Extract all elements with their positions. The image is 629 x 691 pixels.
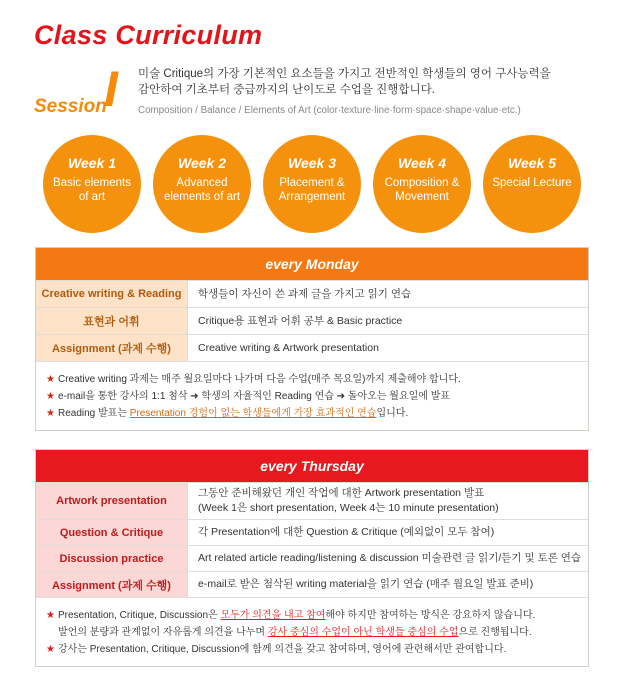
week-topic: Advanced elements of art: [163, 177, 241, 203]
row-label: 표현과 어휘: [36, 308, 188, 334]
note-text: 으로 진행됩니다.: [458, 627, 532, 638]
row-value: e-mail로 받은 첨삭된 writing material을 읽기 연습 (매주 월요일 발표 준비): [198, 578, 534, 590]
page-title: Class Curriculum: [34, 20, 263, 50]
week-title: Week 5: [508, 155, 556, 171]
session-description: [138, 66, 608, 98]
row-label: Creative writing & Reading: [36, 281, 188, 307]
star-icon: ★: [46, 408, 55, 419]
row-value: Critique용 표현과 어휘 공부 & Basic practice: [198, 314, 403, 327]
note-text: 발언의 분량과 관계없이 자유롭게 의견을 나누며: [58, 627, 268, 638]
note-line: [46, 607, 578, 624]
session-label: Session: [34, 96, 107, 117]
table-row: [36, 482, 588, 519]
star-icon: ★: [46, 610, 55, 621]
note-text: Presentation, Critique, Discussion은: [57, 610, 221, 621]
week-topic: Composition & Movement: [384, 177, 460, 203]
monday-notes: [36, 361, 588, 430]
description-line: 미술 Critique의 가장 기본적인 요소들을 가지고 전반적인 학생들의 영어 구사능력을: [138, 68, 551, 80]
note-text: Creative writing 과제는 매주 월요일마다 나가며 다음 수업(매주 목요일)까지 제출해야 합니다.: [57, 374, 461, 385]
thursday-heading: every Thursday: [36, 450, 588, 482]
session-topics: Composition / Balance / Elements of Art (color·texture·line·form·space·shape·value·etc.): [138, 105, 521, 116]
note-highlight: 강사 중심의 수업이 아닌 학생들 중심의 수업: [267, 627, 459, 638]
row-label: Question & Critique: [36, 520, 188, 545]
row-value-line: (Week 1은 short presentation, Week 4는 10 minute presentation): [198, 502, 499, 514]
row-value-line: 그동안 준비해왔던 개인 작업에 대한 Artwork presentation 발표: [198, 487, 485, 499]
note-line: [46, 641, 578, 658]
week-title: Week 2: [178, 155, 226, 171]
table-row: [36, 571, 588, 597]
note-highlight: Presentation 경험이 없는 학생들에게 가장 효과적인 연습: [129, 408, 377, 419]
week-topic: Placement & Arrangement: [278, 177, 346, 203]
row-value: Art related article reading/listening & discussion 미술관련 글 읽기/듣기 및 토론 연습: [198, 552, 582, 564]
week-title: Week 1: [68, 155, 116, 171]
note-text: e-mail을 통한 강사의 1:1 첨삭 ➜ 학생의 자율적인 Reading 연습 ➜ 돌아오는 월요일에 발표: [57, 391, 451, 402]
week-title: Week 4: [398, 155, 446, 171]
table-row: [36, 334, 588, 361]
table-row: [36, 307, 588, 334]
week-1-circle: [43, 135, 141, 233]
table-row: [36, 280, 588, 307]
week-5-circle: [483, 135, 581, 233]
note-line: [46, 405, 578, 422]
weeks-row: [43, 135, 589, 235]
week-2-circle: [153, 135, 251, 233]
description-line: 감안하여 기초부터 중급까지의 난이도로 수업을 진행합니다.: [138, 84, 435, 96]
thursday-table: [35, 449, 589, 667]
session-number: I: [104, 61, 118, 117]
row-label: Assignment (과제 수행): [36, 572, 188, 597]
row-value: 각 Presentation에 대한 Question & Critique (예외없이 모두 참여): [198, 526, 495, 538]
note-text: 강사는 Presentation, Critique, Discussion에 함께 의견을 갖고 참여하며, 영어에 관련해서만 관여합니다.: [57, 644, 507, 655]
note-text: Reading 발표는: [57, 408, 130, 419]
note-text: 해야 하지만 참여하는 방식은 강요하지 않습니다.: [325, 610, 536, 621]
monday-heading: every Monday: [36, 248, 588, 280]
week-4-circle: [373, 135, 471, 233]
star-icon: ★: [46, 374, 55, 385]
week-title: Week 3: [288, 155, 336, 171]
row-value: 학생들이 자신이 쓴 과제 글을 가지고 읽기 연습: [198, 287, 412, 300]
note-highlight: 모두가 의견을 내고 참여: [220, 610, 326, 621]
row-label: Discussion practice: [36, 546, 188, 571]
week-topic: Basic elements of art: [53, 177, 131, 203]
row-label: Artwork presentation: [36, 483, 188, 519]
note-line: [46, 624, 578, 641]
star-icon: ★: [46, 644, 55, 655]
note-line: [46, 388, 578, 405]
table-row: [36, 545, 588, 571]
week-3-circle: [263, 135, 361, 233]
row-value: [188, 483, 588, 519]
note-text: 입니다.: [376, 408, 409, 419]
thursday-notes: [36, 597, 588, 666]
note-line: [46, 371, 578, 388]
row-value: Creative writing & Artwork presentation: [198, 341, 379, 354]
monday-table: [35, 247, 589, 431]
table-row: [36, 519, 588, 545]
star-icon: ★: [46, 391, 55, 402]
week-topic: Special Lecture: [492, 177, 572, 189]
row-label: Assignment (과제 수행): [36, 335, 188, 361]
